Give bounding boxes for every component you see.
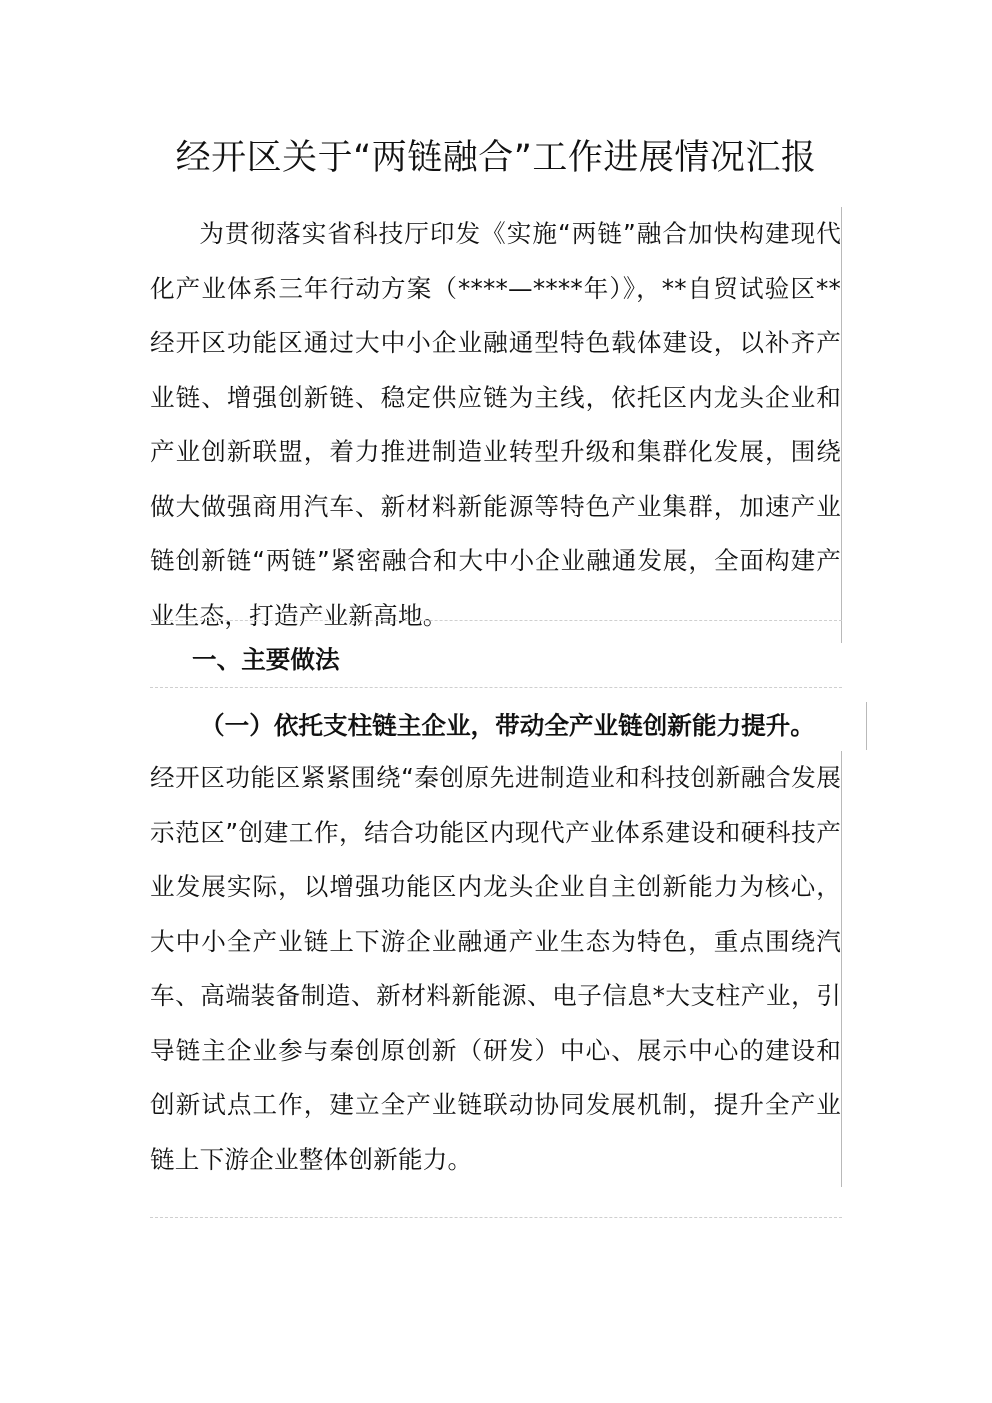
- document-title: 经开区关于“两链融合”工作进展情况汇报: [175, 138, 817, 178]
- intro-paragraph: 为贯彻落实省科技厅印发《实施“两链”融合加快构建现代化产业体系三年行动方案（****—****年）》，**自贸试验区**经开区功能区通过大中小企业融通型特色载体建设，以补齐产业链、增强创新链、稳定供应链为主线，依托区内龙头企业和产业创新联盟，着力推进制造业转型升级和集群化发展，围绕做大做强商用汽车、新材料新能源等特色产业集群，加速产业链创新链“两链”紧密融合和大中小企业融通发展，全面构建产业生态，打造产业新高地。: [150, 207, 842, 643]
- section-heading: 一、主要做法: [192, 645, 340, 674]
- section-divider: [150, 1217, 842, 1218]
- subsection-heading: （一）依托支柱链主企业，带动全产业链创新能力提升。: [200, 702, 867, 750]
- subsection-paragraph: 经开区功能区紧紧围绕“秦创原先进制造业和科技创新融合发展示范区”创建工作，结合功能区内现代产业体系建设和硬科技产业发展实际，以增强功能区内龙头企业自主创新能力为核心，大中小全产业链上下游企业融通产业生态为特色，重点围绕汽车、高端装备制造、新材料新能源、电子信息*大支柱产业，引导链主企业参与秦创原创新（研发）中心、展示中心的建设和创新试点工作，建立全产业链联动协同发展机制，提升全产业链上下游企业整体创新能力。: [150, 751, 842, 1187]
- section-divider: [150, 620, 842, 621]
- section-divider: [150, 687, 842, 688]
